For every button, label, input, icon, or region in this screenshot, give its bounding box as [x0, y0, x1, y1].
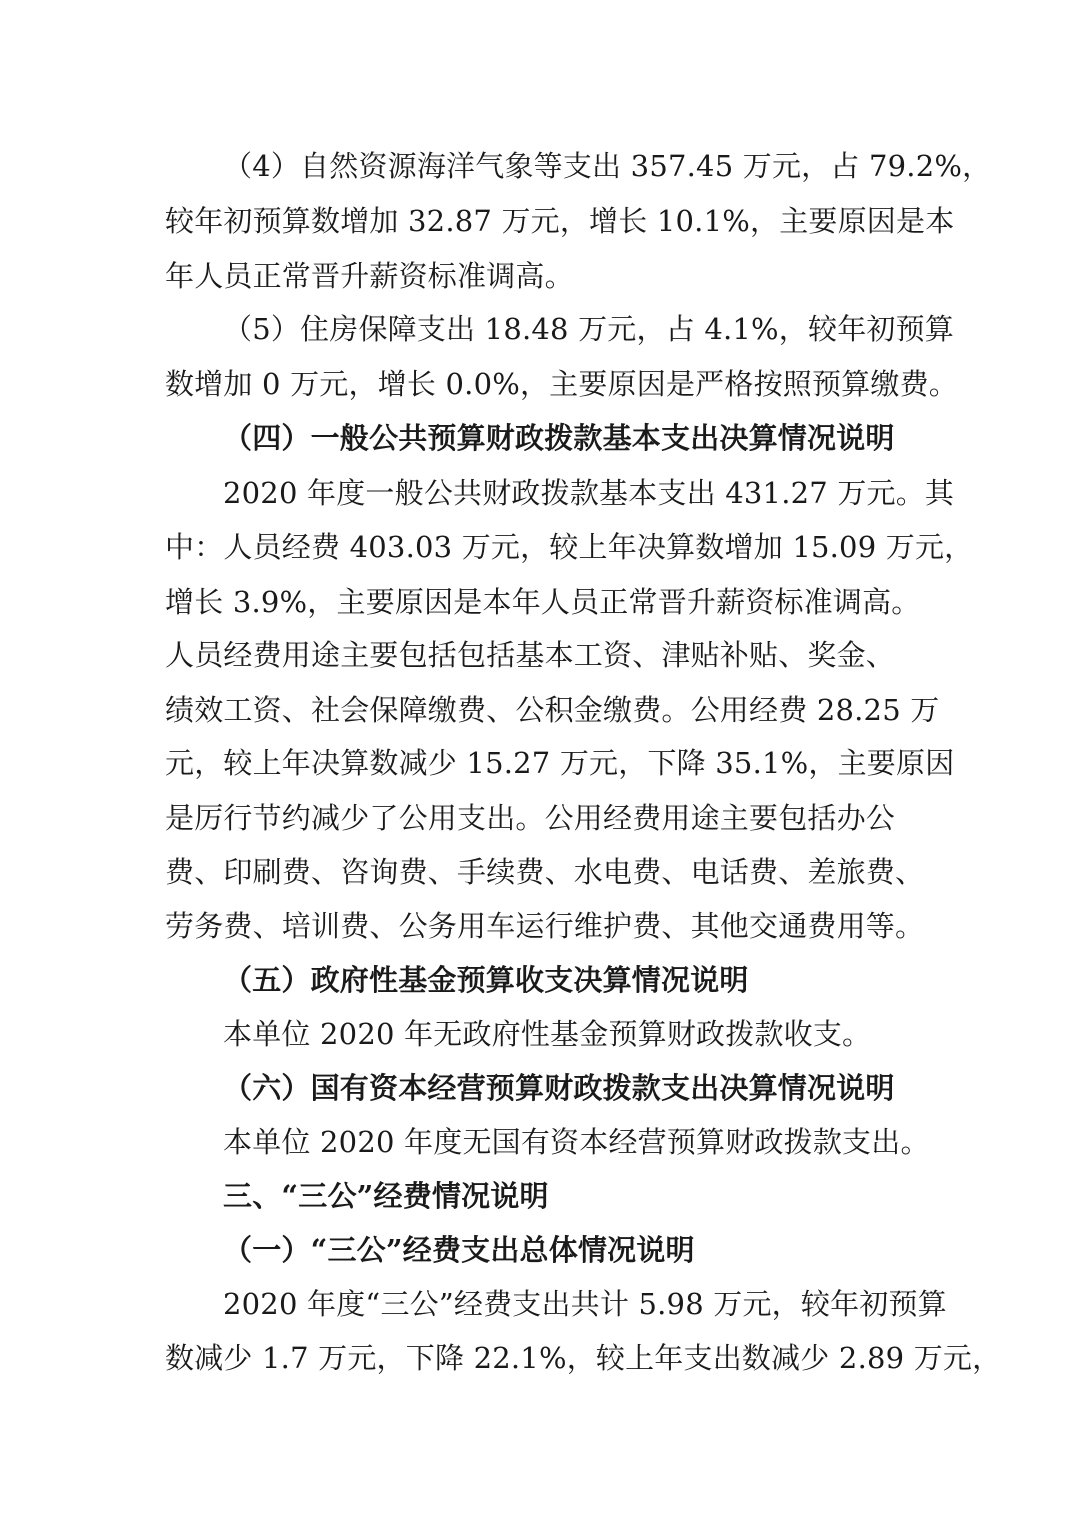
text-line: 较年初预算数增加 32.87 万元，增长 10.1%，主要原因是本	[165, 204, 955, 238]
section-heading: （五）政府性基金预算收支决算情况说明	[223, 963, 749, 997]
text-line: 本单位 2020 年度无国有资本经营预算财政拨款支出。	[223, 1125, 930, 1159]
text-line: 数减少 1.7 万元，下降 22.1%，较上年支出数减少 2.89 万元，	[165, 1341, 1002, 1375]
text-line: （5）住房保障支出 18.48 万元，占 4.1%，较年初预算	[223, 312, 955, 346]
text-line: 元，较上年决算数减少 15.27 万元，下降 35.1%，主要原因	[165, 746, 955, 780]
text-line: 2020 年度“三公”经费支出共计 5.98 万元，较年初预算	[223, 1287, 947, 1321]
text-line: 人员经费用途主要包括包括基本工资、津贴补贴、奖金、	[165, 638, 896, 672]
text-line: 是厉行节约减少了公用支出。公用经费用途主要包括办公	[165, 801, 896, 835]
text-line: 2020 年度一般公共财政拨款基本支出 431.27 万元。其	[223, 476, 955, 510]
text-line: 中：人员经费 403.03 万元，较上年决算数增加 15.09 万元，	[165, 530, 974, 564]
text-line: （4）自然资源海洋气象等支出 357.45 万元，占 79.2%，	[223, 149, 992, 183]
chapter-heading: 三、“三公”经费情况说明	[223, 1179, 549, 1213]
text-line: 费、印刷费、咨询费、手续费、水电费、电话费、差旅费、	[165, 855, 925, 889]
text-line: 数增加 0 万元，增长 0.0%，主要原因是严格按照预算缴费。	[165, 367, 958, 401]
text-line: 劳务费、培训费、公务用车运行维护费、其他交通费用等。	[165, 909, 925, 943]
text-line: 绩效工资、社会保障缴费、公积金缴费。公用经费 28.25 万	[165, 693, 940, 727]
text-line: 年人员正常晋升薪资标准调高。	[165, 259, 574, 293]
section-heading: （四）一般公共预算财政拨款基本支出决算情况说明	[223, 421, 895, 455]
section-heading: （一）“三公”经费支出总体情况说明	[223, 1233, 695, 1267]
text-line: 本单位 2020 年无政府性基金预算财政拨款收支。	[223, 1017, 872, 1051]
text-line: 增长 3.9%，主要原因是本年人员正常晋升薪资标准调高。	[165, 585, 921, 619]
section-heading: （六）国有资本经营预算财政拨款支出决算情况说明	[223, 1071, 895, 1105]
